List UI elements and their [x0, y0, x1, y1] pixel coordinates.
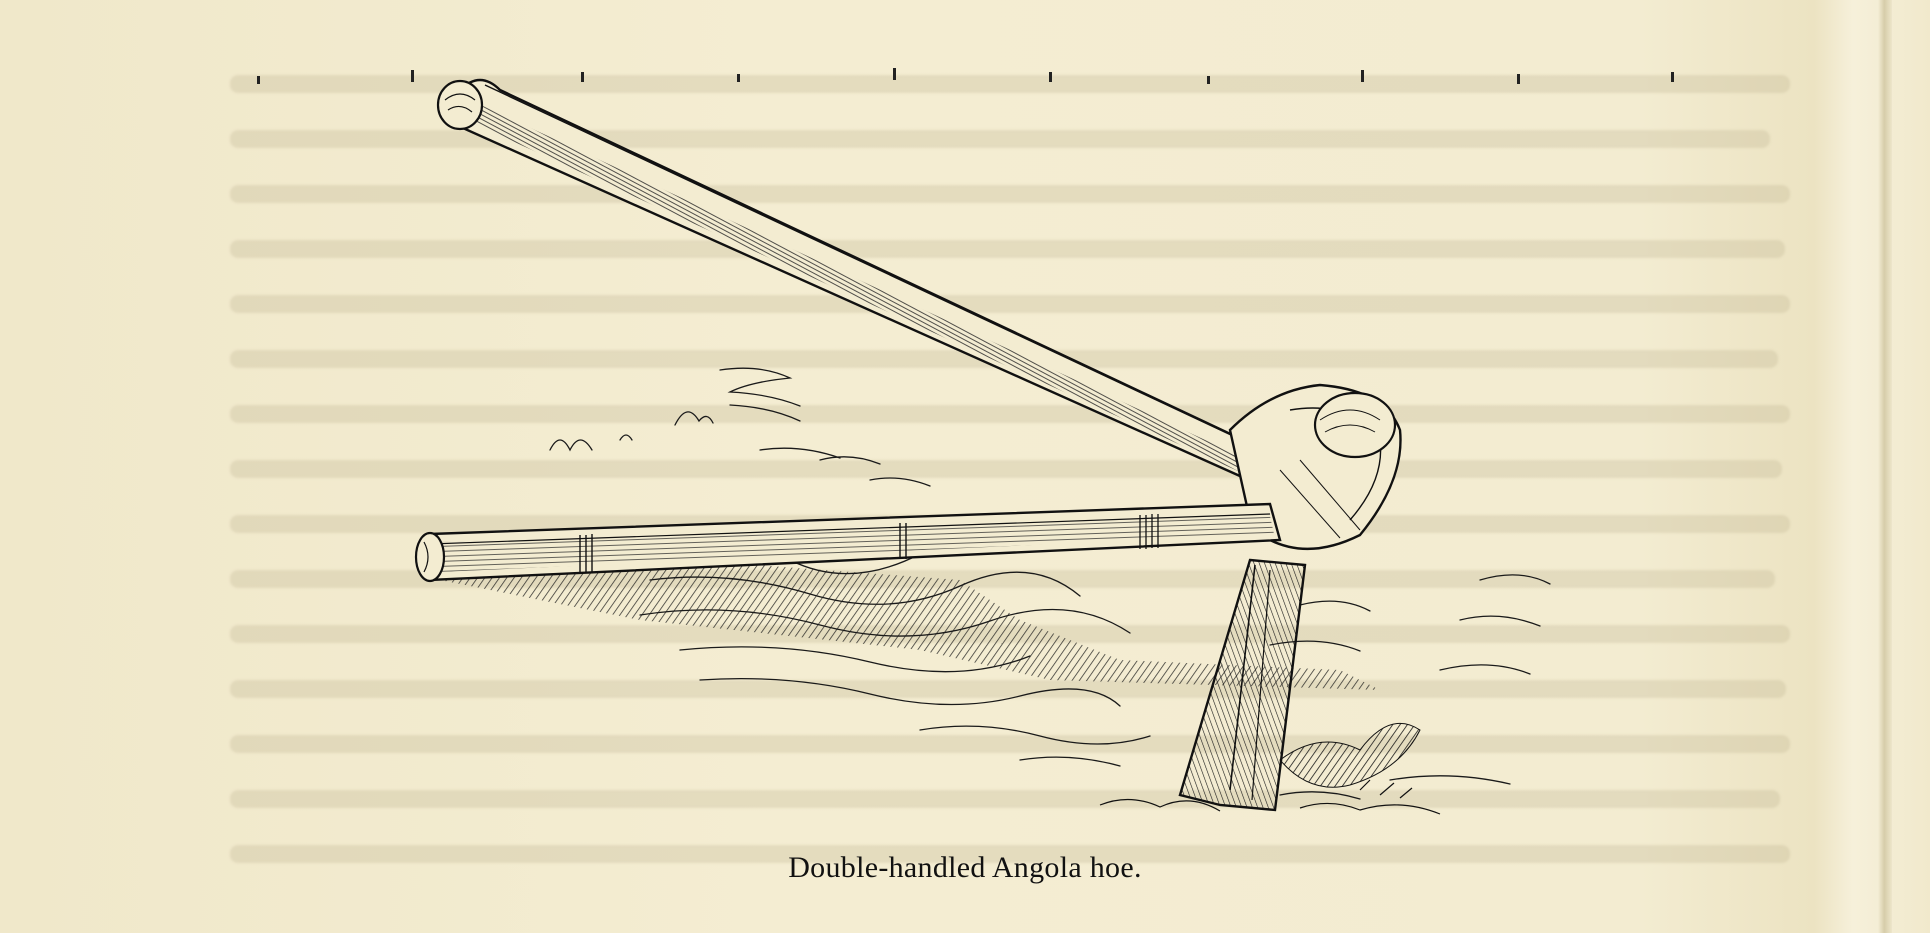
page-gutter-shadow	[1878, 0, 1892, 933]
figure-caption: Double-handled Angola hoe.	[788, 851, 1142, 884]
lower-handle	[416, 504, 1280, 581]
soil-at-blade	[1280, 723, 1420, 787]
iron-blade	[1180, 560, 1305, 810]
hoe-illustration	[400, 60, 1630, 830]
upper-handle	[438, 80, 1280, 485]
